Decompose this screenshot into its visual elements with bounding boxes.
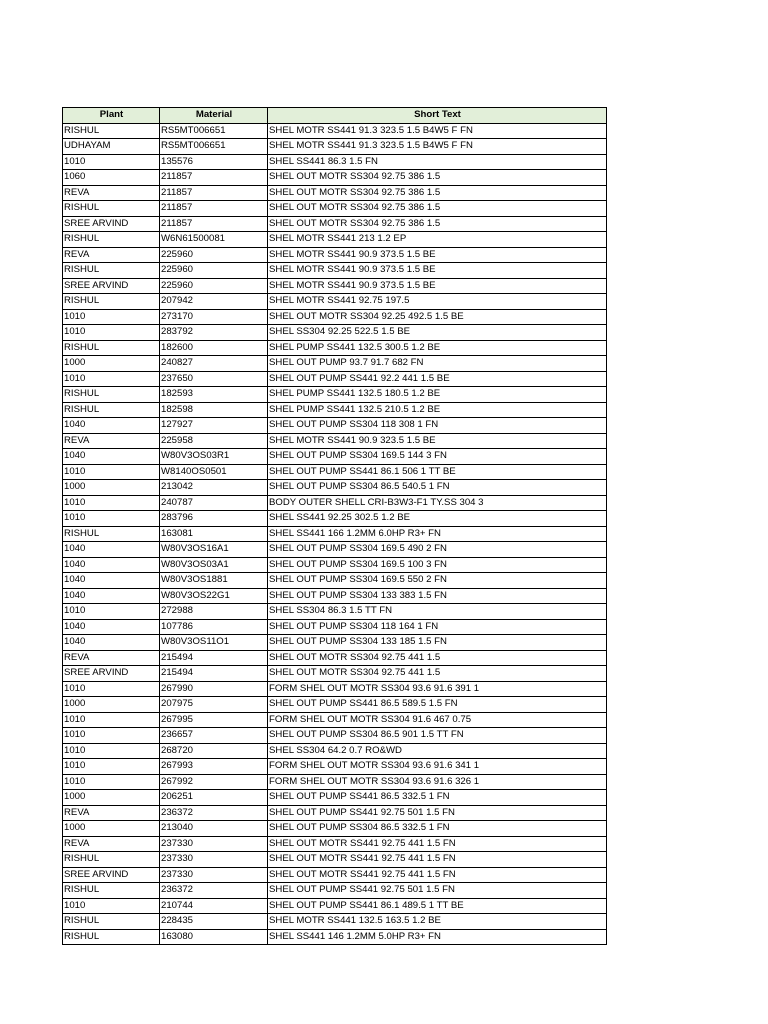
short-text-cell: SHEL MOTR SS441 132.5 163.5 1.2 BE [268, 914, 607, 930]
plant-cell: SREE ARVIND [63, 216, 160, 232]
short-text-cell: SHEL MOTR SS441 90.9 373.5 1.5 BE [268, 247, 607, 263]
short-text-cell: SHEL MOTR SS441 90.9 373.5 1.5 BE [268, 278, 607, 294]
plant-cell: 1000 [63, 480, 160, 496]
plant-cell: 1040 [63, 557, 160, 573]
table-row [63, 898, 607, 914]
table-row [63, 852, 607, 868]
plant-cell: 1010 [63, 154, 160, 170]
material-cell: 213042 [160, 480, 268, 496]
material-cell: W80V3OS03R1 [160, 449, 268, 465]
plant-cell: RISHUL [63, 232, 160, 248]
short-text-cell: SHEL OUT MOTR SS304 92.75 386 1.5 [268, 201, 607, 217]
plant-cell: 1060 [63, 170, 160, 186]
material-cell: 225958 [160, 433, 268, 449]
material-cell: 273170 [160, 309, 268, 325]
table-row [63, 387, 607, 403]
plant-cell: 1040 [63, 588, 160, 604]
short-text-cell: BODY OUTER SHELL CRI-B3W3-F1 TY.SS 304 3 [268, 495, 607, 511]
plant-cell: RISHUL [63, 263, 160, 279]
short-text-cell: SHEL SS304 86.3 1.5 TT FN [268, 604, 607, 620]
plant-cell: UDHAYAM [63, 139, 160, 155]
table-row [63, 123, 607, 139]
short-text-cell: SHEL OUT PUMP SS304 169.5 100 3 FN [268, 557, 607, 573]
table-row [63, 449, 607, 465]
short-text-cell: SHEL MOTR SS441 92.75 197.5 [268, 294, 607, 310]
plant-cell: 1010 [63, 774, 160, 790]
material-cell: 182598 [160, 402, 268, 418]
table-row [63, 619, 607, 635]
material-cell: 240827 [160, 356, 268, 372]
table-row [63, 650, 607, 666]
short-text-cell: SHEL OUT PUMP 93.7 91.7 682 FN [268, 356, 607, 372]
table-row [63, 247, 607, 263]
table-row [63, 635, 607, 651]
plant-cell: REVA [63, 650, 160, 666]
plant-cell: REVA [63, 836, 160, 852]
plant-cell: RISHUL [63, 201, 160, 217]
material-cell: 237330 [160, 852, 268, 868]
plant-cell: 1000 [63, 697, 160, 713]
plant-cell: RISHUL [63, 402, 160, 418]
table-row [63, 356, 607, 372]
short-text-cell: SHEL SS304 92.25 522.5 1.5 BE [268, 325, 607, 341]
material-cell: W80V3OS1881 [160, 573, 268, 589]
short-text-cell: SHEL OUT PUMP SS441 86.5 332.5 1 FN [268, 790, 607, 806]
short-text-cell: SHEL SS441 92.25 302.5 1.2 BE [268, 511, 607, 527]
plant-cell: 1040 [63, 449, 160, 465]
short-text-cell: FORM SHEL OUT MOTR SS304 93.6 91.6 391 1 [268, 681, 607, 697]
material-cell: 207975 [160, 697, 268, 713]
material-cell: 268720 [160, 743, 268, 759]
plant-cell: SREE ARVIND [63, 666, 160, 682]
table-row [63, 154, 607, 170]
plant-cell: 1040 [63, 573, 160, 589]
material-cell: 127927 [160, 418, 268, 434]
material-cell: 283796 [160, 511, 268, 527]
plant-cell: RISHUL [63, 526, 160, 542]
table-row [63, 263, 607, 279]
table-row [63, 216, 607, 232]
short-text-cell: SHEL OUT MOTR SS304 92.25 492.5 1.5 BE [268, 309, 607, 325]
plant-cell: RISHUL [63, 852, 160, 868]
table-row [63, 464, 607, 480]
short-text-cell: SHEL OUT MOTR SS304 92.75 441 1.5 [268, 650, 607, 666]
material-cell: 163080 [160, 929, 268, 945]
material-cell: 237650 [160, 371, 268, 387]
material-cell: 237330 [160, 867, 268, 883]
table-row [63, 309, 607, 325]
table-row [63, 325, 607, 341]
short-text-cell: SHEL MOTR SS441 90.9 323.5 1.5 BE [268, 433, 607, 449]
table-row [63, 371, 607, 387]
short-text-cell: SHEL MOTR SS441 213 1.2 EP [268, 232, 607, 248]
table-row [63, 340, 607, 356]
short-text-cell: SHEL SS441 166 1.2MM 6.0HP R3+ FN [268, 526, 607, 542]
short-text-cell: SHEL OUT PUMP SS304 86.5 540.5 1 FN [268, 480, 607, 496]
plant-cell: 1040 [63, 635, 160, 651]
plant-cell: 1010 [63, 743, 160, 759]
plant-cell: 1010 [63, 898, 160, 914]
table-row [63, 588, 607, 604]
table-row [63, 232, 607, 248]
table-row [63, 821, 607, 837]
short-text-cell: SHEL OUT PUMP SS441 86.5 589.5 1.5 FN [268, 697, 607, 713]
plant-cell: 1010 [63, 511, 160, 527]
short-text-cell: FORM SHEL OUT MOTR SS304 91.6 467 0.75 [268, 712, 607, 728]
table-row [63, 139, 607, 155]
material-cell: 267992 [160, 774, 268, 790]
short-text-cell: SHEL OUT PUMP SS441 92.2 441 1.5 BE [268, 371, 607, 387]
table-row [63, 294, 607, 310]
short-text-cell: SHEL OUT MOTR SS304 92.75 441 1.5 [268, 666, 607, 682]
material-cell: 207942 [160, 294, 268, 310]
header-material: Material [160, 108, 268, 124]
short-text-cell: SHEL OUT MOTR SS441 92.75 441 1.5 FN [268, 836, 607, 852]
short-text-cell: SHEL OUT PUMP SS441 86.1 506 1 TT BE [268, 464, 607, 480]
material-cell: 107786 [160, 619, 268, 635]
table-row [63, 480, 607, 496]
short-text-cell: SHEL SS304 64.2 0.7 RO&WD [268, 743, 607, 759]
material-table [62, 107, 607, 945]
material-cell: 236372 [160, 805, 268, 821]
material-cell: 210744 [160, 898, 268, 914]
short-text-cell: SHEL OUT MOTR SS304 92.75 386 1.5 [268, 185, 607, 201]
table-row [63, 867, 607, 883]
plant-cell: RISHUL [63, 123, 160, 139]
material-cell: 213040 [160, 821, 268, 837]
plant-cell: 1040 [63, 418, 160, 434]
table-row [63, 883, 607, 899]
material-cell: 211857 [160, 185, 268, 201]
plant-cell: 1010 [63, 681, 160, 697]
material-cell: 236372 [160, 883, 268, 899]
table-row [63, 573, 607, 589]
material-cell: 272988 [160, 604, 268, 620]
material-cell: 267995 [160, 712, 268, 728]
table-row [63, 433, 607, 449]
short-text-cell: SHEL PUMP SS441 132.5 300.5 1.2 BE [268, 340, 607, 356]
short-text-cell: SHEL MOTR SS441 91.3 323.5 1.5 B4W5 F FN [268, 139, 607, 155]
table-row [63, 201, 607, 217]
plant-cell: 1000 [63, 821, 160, 837]
material-cell: 215494 [160, 650, 268, 666]
material-cell: W80V3OS03A1 [160, 557, 268, 573]
short-text-cell: SHEL OUT PUMP SS304 86.5 901 1.5 TT FN [268, 728, 607, 744]
material-cell: 215494 [160, 666, 268, 682]
short-text-cell: SHEL OUT MOTR SS304 92.75 386 1.5 [268, 170, 607, 186]
material-cell: 206251 [160, 790, 268, 806]
plant-cell: 1010 [63, 325, 160, 341]
table-row [63, 774, 607, 790]
plant-cell: 1010 [63, 371, 160, 387]
short-text-cell: FORM SHEL OUT MOTR SS304 93.6 91.6 326 1 [268, 774, 607, 790]
material-cell: W80V3OS22G1 [160, 588, 268, 604]
plant-cell: RISHUL [63, 387, 160, 403]
material-cell: RS5MT006651 [160, 123, 268, 139]
table-row [63, 185, 607, 201]
plant-cell: RISHUL [63, 929, 160, 945]
material-cell: W8140OS0501 [160, 464, 268, 480]
short-text-cell: SHEL PUMP SS441 132.5 180.5 1.2 BE [268, 387, 607, 403]
short-text-cell: SHEL OUT PUMP SS304 133 185 1.5 FN [268, 635, 607, 651]
short-text-cell: SHEL OUT PUMP SS304 118 308 1 FN [268, 418, 607, 434]
plant-cell: 1010 [63, 728, 160, 744]
short-text-cell: SHEL SS441 86.3 1.5 FN [268, 154, 607, 170]
table-row [63, 914, 607, 930]
short-text-cell: SHEL MOTR SS441 90.9 373.5 1.5 BE [268, 263, 607, 279]
material-cell: 211857 [160, 170, 268, 186]
plant-cell: REVA [63, 433, 160, 449]
table-row [63, 418, 607, 434]
short-text-cell: SHEL OUT PUMP SS441 92.75 501 1.5 FN [268, 883, 607, 899]
short-text-cell: SHEL PUMP SS441 132.5 210.5 1.2 BE [268, 402, 607, 418]
table-row [63, 759, 607, 775]
material-cell: 228435 [160, 914, 268, 930]
short-text-cell: SHEL OUT PUMP SS304 169.5 144 3 FN [268, 449, 607, 465]
table-row [63, 495, 607, 511]
short-text-cell: FORM SHEL OUT MOTR SS304 93.6 91.6 341 1 [268, 759, 607, 775]
table-row [63, 728, 607, 744]
table-row [63, 278, 607, 294]
table-row [63, 511, 607, 527]
table-row [63, 557, 607, 573]
plant-cell: 1010 [63, 604, 160, 620]
plant-cell: SREE ARVIND [63, 278, 160, 294]
header-short-text: Short Text [268, 108, 607, 124]
material-cell: W80V3OS11O1 [160, 635, 268, 651]
short-text-cell: SHEL OUT MOTR SS441 92.75 441 1.5 FN [268, 867, 607, 883]
short-text-cell: SHEL OUT MOTR SS304 92.75 386 1.5 [268, 216, 607, 232]
plant-cell: RISHUL [63, 294, 160, 310]
plant-cell: SREE ARVIND [63, 867, 160, 883]
table-body [63, 123, 607, 945]
material-cell: 236657 [160, 728, 268, 744]
table-row [63, 805, 607, 821]
plant-cell: 1010 [63, 309, 160, 325]
table-row [63, 790, 607, 806]
table-row [63, 666, 607, 682]
header-plant: Plant [63, 108, 160, 124]
plant-cell: 1010 [63, 495, 160, 511]
plant-cell: RISHUL [63, 340, 160, 356]
plant-cell: 1040 [63, 619, 160, 635]
material-cell: 267990 [160, 681, 268, 697]
material-cell: 211857 [160, 201, 268, 217]
short-text-cell: SHEL OUT PUMP SS441 92.75 501 1.5 FN [268, 805, 607, 821]
table-row [63, 929, 607, 945]
short-text-cell: SHEL OUT PUMP SS441 86.1 489.5 1 TT BE [268, 898, 607, 914]
material-cell: 240787 [160, 495, 268, 511]
short-text-cell: SHEL OUT PUMP SS304 86.5 332.5 1 FN [268, 821, 607, 837]
material-cell: 267993 [160, 759, 268, 775]
table-row [63, 526, 607, 542]
plant-cell: 1010 [63, 759, 160, 775]
plant-cell: 1000 [63, 790, 160, 806]
plant-cell: RISHUL [63, 883, 160, 899]
table-row [63, 170, 607, 186]
plant-cell: 1010 [63, 464, 160, 480]
table-row [63, 712, 607, 728]
plant-cell: 1040 [63, 542, 160, 558]
plant-cell: REVA [63, 805, 160, 821]
material-cell: 225960 [160, 247, 268, 263]
short-text-cell: SHEL MOTR SS441 91.3 323.5 1.5 B4W5 F FN [268, 123, 607, 139]
material-cell: 225960 [160, 278, 268, 294]
short-text-cell: SHEL OUT MOTR SS441 92.75 441 1.5 FN [268, 852, 607, 868]
short-text-cell: SHEL OUT PUMP SS304 133 383 1.5 FN [268, 588, 607, 604]
header-row [63, 108, 607, 124]
material-cell: 211857 [160, 216, 268, 232]
table-row [63, 697, 607, 713]
short-text-cell: SHEL SS441 146 1.2MM 5.0HP R3+ FN [268, 929, 607, 945]
plant-cell: 1000 [63, 356, 160, 372]
table-row [63, 542, 607, 558]
plant-cell: REVA [63, 247, 160, 263]
plant-cell: RISHUL [63, 914, 160, 930]
short-text-cell: SHEL OUT PUMP SS304 169.5 550 2 FN [268, 573, 607, 589]
plant-cell: REVA [63, 185, 160, 201]
table-row [63, 402, 607, 418]
material-cell: 237330 [160, 836, 268, 852]
material-cell: W80V3OS16A1 [160, 542, 268, 558]
material-cell: W6N61500081 [160, 232, 268, 248]
table-row [63, 681, 607, 697]
short-text-cell: SHEL OUT PUMP SS304 118 164 1 FN [268, 619, 607, 635]
material-cell: 283792 [160, 325, 268, 341]
material-cell: 182600 [160, 340, 268, 356]
material-cell: RS5MT006651 [160, 139, 268, 155]
plant-cell: 1010 [63, 712, 160, 728]
material-cell: 182593 [160, 387, 268, 403]
material-cell: 135576 [160, 154, 268, 170]
table-row [63, 743, 607, 759]
material-cell: 163081 [160, 526, 268, 542]
material-cell: 225960 [160, 263, 268, 279]
short-text-cell: SHEL OUT PUMP SS304 169.5 490 2 FN [268, 542, 607, 558]
table-row [63, 836, 607, 852]
table-row [63, 604, 607, 620]
